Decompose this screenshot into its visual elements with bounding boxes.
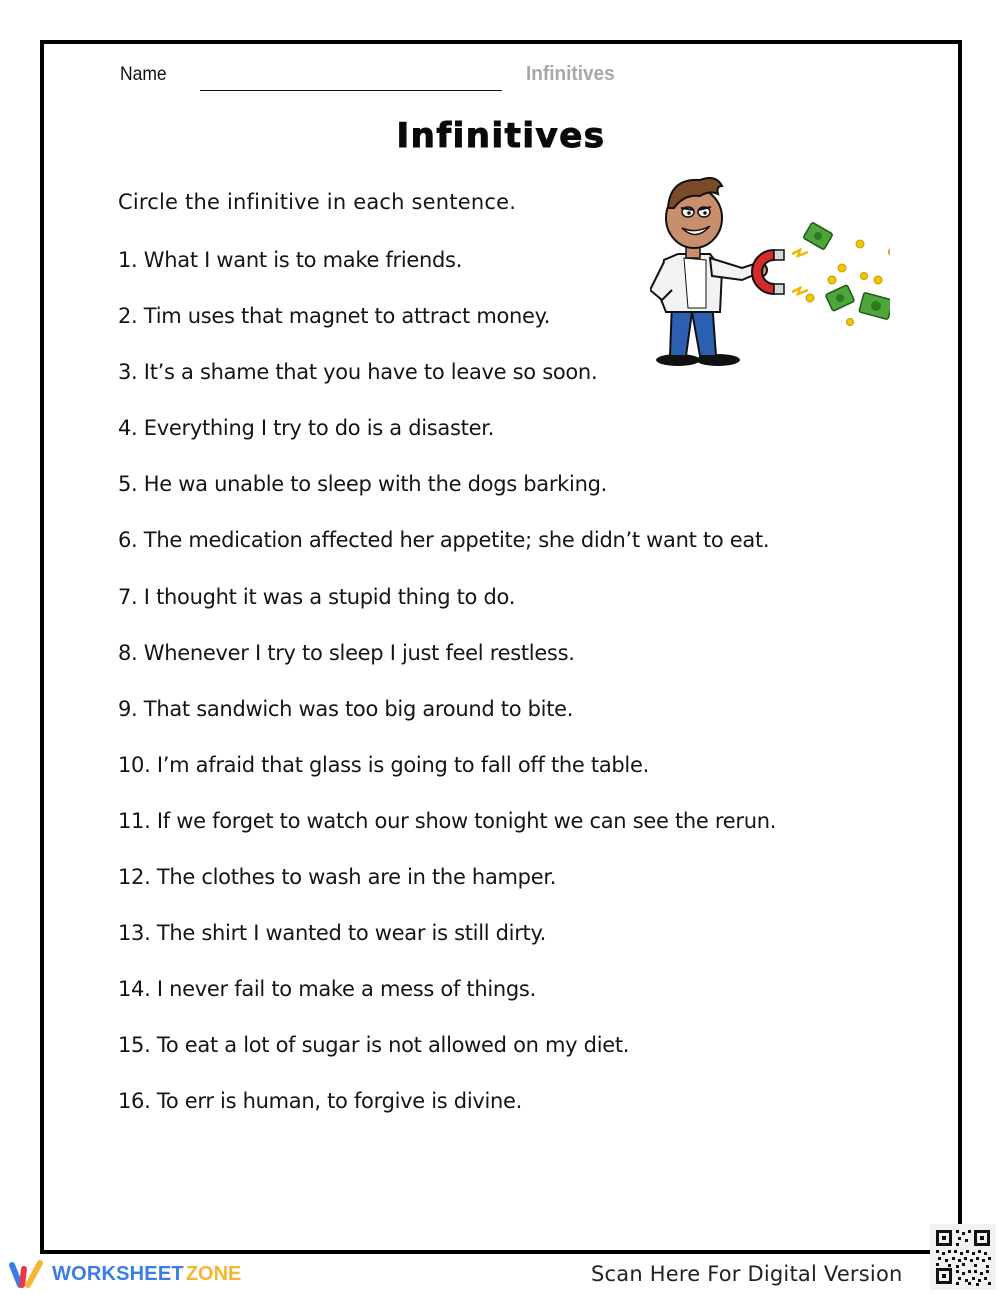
question-item: 11. If we forget to watch our show tonight we can see the rerun. <box>118 808 777 833</box>
question-item: 12. The clothes to wash are in the hamper. <box>118 865 557 890</box>
question-item: 2. Tim uses that magnet to attract money. <box>118 304 551 329</box>
qr-code-icon[interactable] <box>930 1224 996 1290</box>
question-item: 1. What I want is to make friends. <box>118 248 463 272</box>
question-item: 8. Whenever I try to sleep I just feel restless. <box>118 640 575 665</box>
page-title: Infinitives <box>396 116 606 156</box>
worksheetzone-logo[interactable] <box>8 1258 241 1290</box>
question-item: 6. The medication affected her appetite; she didn’t want to eat. <box>118 528 770 553</box>
topic-tag: Infinitives <box>526 63 615 85</box>
name-input-line[interactable] <box>200 90 502 91</box>
question-item: 5. He wa unable to sleep with the dogs barking. <box>118 472 607 497</box>
scan-instruction: Scan Here For Digital Version <box>591 1262 903 1286</box>
question-item: 13. The shirt I wanted to wear is still dirty. <box>118 921 546 946</box>
brand-name-part1: WORKSHEET <box>52 1262 184 1285</box>
question-item: 4. Everything I try to do is a disaster. <box>118 416 494 441</box>
question-item: 10. I’m afraid that glass is going to fall off the table. <box>118 752 649 777</box>
worksheet-page <box>40 40 962 1254</box>
brand-name-part2: ZONE <box>185 1262 242 1285</box>
question-item: 7. I thought it was a stupid thing to do. <box>118 584 516 609</box>
magnet-man-illustration <box>650 172 890 368</box>
question-item: 16. To err is human, to forgive is divine. <box>118 1089 523 1114</box>
question-list <box>118 246 776 1144</box>
footer <box>0 1254 1000 1294</box>
name-row <box>120 64 820 94</box>
question-item: 14. I never fail to make a mess of things. <box>118 977 536 1002</box>
worksheetzone-logo-icon <box>8 1259 46 1289</box>
question-item: 15. To eat a lot of sugar is not allowed on my diet. <box>118 1033 630 1058</box>
question-item: 3. It’s a shame that you have to leave so soon. <box>118 360 598 385</box>
question-item: 9. That sandwich was too big around to bite. <box>118 696 574 721</box>
instructions: Circle the infinitive in each sentence. <box>118 190 517 214</box>
name-label: Name <box>120 64 167 85</box>
